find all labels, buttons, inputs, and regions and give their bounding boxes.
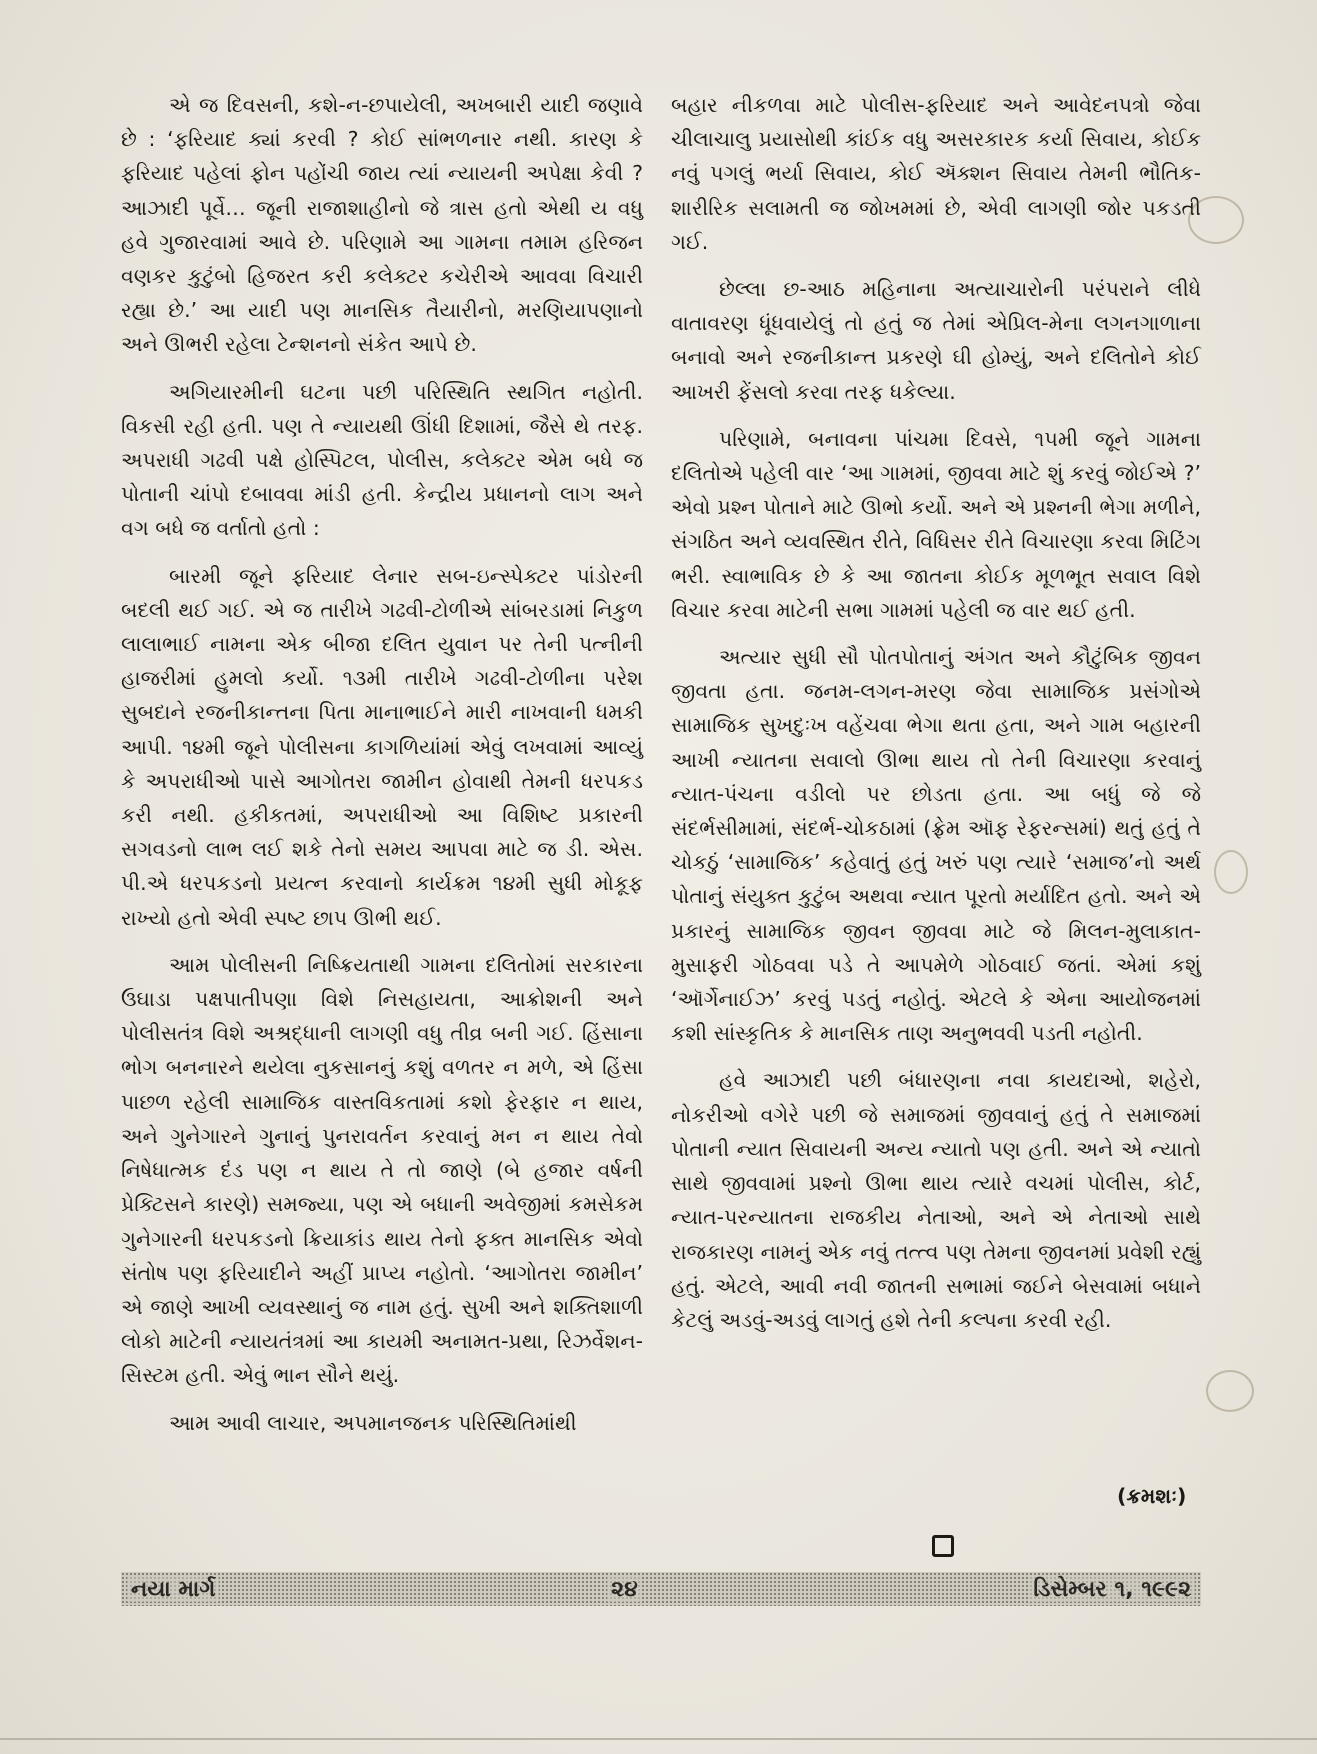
magazine-name: નયા માર્ગ	[127, 1577, 219, 1602]
paper-stain-mark	[1206, 1370, 1254, 1412]
paper-stain-mark	[1214, 850, 1248, 894]
paragraph: બારમી જૂને ફરિયાદ લેનાર સબ-ઇન્સ્પેક્ટર પાંડોરની બદલી થઈ ગઈ. એ જ તારીખે ગઢવી-ટોળીએ સાંબરડામાં નિકુળ લાલાભાઈ નામના એક બીજા દલિત યુવાન પર તેની પત્નીની હાજરીમાં હુમલો કર્યો. ૧૩મી તારીખે ગઢવી-ટોળીના પરેશ સુબદાને રજનીકાન્તના પિતા માનાભાઈને મારી નાખવાની ધમકી આપી. ૧૪મી જૂને પોલીસના કાગળિયાંમાં એવું લખવામાં આવ્યું કે અપરાધીઓ પાસે આગોતરા જામીન હોવાથી તેમની ધરપકડ કરી નથી. હકીકતમાં, અપરાધીઓ આ વિશિષ્ટ પ્રકારની સગવડનો લાભ લઈ શકે તેનો સમય આપવા માટે જ ડી. એસ. પી.એ ધરપકડનો પ્રયત્ન કરવાનો કાર્યક્રમ ૧૪મી સુધી મોકૂફ રાખ્યો હતો એવી સ્પષ્ટ છાપ ઊભી થઈ.	[121, 563, 643, 930]
issue-date: ડિસેમ્બર ૧, ૧૯૯૨	[1029, 1577, 1195, 1602]
page-edge-rule	[0, 1738, 1317, 1740]
page-footer	[121, 1572, 1201, 1606]
paragraph: પરિણામે, બનાવના પાંચમા દિવસે, ૧૫મી જૂને ગામના દલિતોએ પહેલી વાર ‘આ ગામમાં, જીવવા માટે શું કરવું જોઈએ ?’ એવો પ્રશ્ન પોતાને માટે ઊભો કર્યો. અને એ પ્રશ્નની ભેગા મળીને, સંગઠિત અને વ્યવસ્થિત રીતે, વિધિસર રીતે વિચારણા કરવા મિટિંગ ભરી. સ્વાભાવિક છે કે આ જાતના કોઈક મૂળભૂત સવાલ વિશે વિચાર કરવા માટેની સભા ગામમાં પહેલી જ વાર થઈ હતી.	[671, 426, 1201, 622]
paper-stain-mark	[1188, 196, 1244, 244]
paragraph: આમ આવી લાચાર, અપમાનજનક પરિસ્થિતિમાંથી	[169, 1410, 577, 1435]
right-column	[671, 88, 1201, 1337]
continued-label: (ક્રમશઃ)	[1117, 1484, 1187, 1508]
paragraph: છેલ્લા છ-આઠ મહિનાના અત્યાચારોની પરંપરાને લીધે વાતાવરણ ધૂંધવાયેલું તો હતું જ તેમાં એપ્રિલ-મેના લગનગાળાના બનાવો અને રજનીકાન્ત પ્રકરણે ઘી હોમ્યું, અને દલિતોને કોઈ આખરી ફેંસલો કરવા તરફ ધકેલ્યા.	[671, 277, 1201, 404]
paragraph: અત્યાર સુધી સૌ પોતપોતાનું અંગત અને કૌટુંબિક જીવન જીવતા હતા. જનમ-લગન-મરણ જેવા સામાજિક પ્રસંગોએ સામાજિક સુખદુઃખ વહેંચવા ભેગા થતા હતા, અને ગામ બહારની આખી ન્યાતના સવાલો ઊભા થાય તો તેની વિચારણા કરવાનું ન્યાત-પંચના વડીલો પર છોડતા હતા. આ બધું જે જે સંદર્ભસીમામાં, સંદર્ભ-ચોકઠામાં (ફ્રેમ ઑફ રેફરન્સમાં) થતું હતું તે ચોકઠું ‘સામાજિક’ કહેવાતું હતું ખરું પણ ત્યારે ‘સમાજ’નો અર્થ પોતાનું સંયુક્ત કુટુંબ અથવા ન્યાત પૂરતો મર્યાદિત હતો. અને એ પ્રકારનું સામાજિક જીવન જીવવા માટે જે મિલન-મુલાકાત-મુસાફરી ગોઠવવા પડે તે આપમેળે ગોઠવાઈ જતાં. એમાં કશું ‘ઑર્ગેનાઈઝ’ કરવું પડતું નહોતું. એટલે કે એના આયોજનમાં કશી સાંસ્કૃતિક કે માનસિક તાણ અનુભવવી પડતી નહોતી.	[671, 645, 1201, 1046]
left-column	[121, 88, 643, 1440]
end-of-article-square-icon	[932, 1535, 954, 1557]
paragraph: એ જ દિવસની, કશે-ન-છપાયેલી, અખબારી યાદી જણાવે છે : ‘ફરિયાદ ક્યાં કરવી ? કોઈ સાંભળનાર નથી. કારણ કે ફરિયાદ પહેલાં ફોન પહોંચી જાય ત્યાં ન્યાયની અપેક્ષા કેવી ? આઝાદી પૂર્વે… જૂની રાજાશાહીનો જે ત્રાસ હતો એથી ય વધુ હવે ગુજારવામાં આવે છે. પરિણામે આ ગામના તમામ હરિજન વણકર કુટુંબો હિજરત કરી કલેક્ટર કચેરીએ આવવા વિચારી રહ્યા છે.’ આ યાદી પણ માનસિક તૈયારીનો, મરણિયાપણાનો અને ઊભરી રહેલા ટેન્શનનો સંકેત આપે છે.	[121, 93, 643, 357]
paragraph: હવે આઝાદી પછી બંધારણના નવા કાયદાઓ, શહેરો, નોકરીઓ વગેરે પછી જે સમાજમાં જીવવાનું હતું તે સમાજમાં પોતાની ન્યાત સિવાયની અન્ય ન્યાતો પણ હતી. અને એ ન્યાતો સાથે જીવવામાં પ્રશ્નો ઊભા થાય ત્યારે વચમાં પોલીસ, કોર્ટ, ન્યાત-પરન્યાતના રાજકીય નેતાઓ, અને એ નેતાઓ સાથે રાજકારણ નામનું એક નવું તત્ત્વ પણ તેમના જીવનમાં પ્રવેશી રહ્યું હતું. એટલે, આવી નવી જાતની સભામાં જઈને બેસવામાં બધાને કેટલું અડવું-અડવું લાગતું હશે તેની કલ્પના કરવી રહી.	[671, 1068, 1201, 1332]
paragraph: બહાર નીકળવા માટે પોલીસ-ફરિયાદ અને આવેદનપત્રો જેવા ચીલાચાલુ પ્રયાસોથી કાંઈક વધુ અસરકારક કર્યા સિવાય, કોઈક નવું પગલું ભર્યા સિવાય, કોઈ ઍક્શન સિવાય તેમની ભૌતિક-શારીરિક સલામતી જ જોખમમાં છે, એવી લાગણી જોર પકડતી ગઈ.	[671, 93, 1201, 254]
page-number: ૨૪	[607, 1577, 642, 1602]
paragraph: અગિયારમીની ઘટના પછી પરિસ્થિતિ સ્થગિત નહોતી. વિકસી રહી હતી. પણ તે ન્યાયથી ઊંધી દિશામાં, જૈસે થે તરફ. અપરાધી ગઢવી પક્ષે હોસ્પિટલ, પોલીસ, કલેક્ટર એમ બધે જ પોતાની ચાંપો દબાવવા માંડી હતી. કેન્દ્રીય પ્રધાનનો લાગ અને વગ બધે જ વર્તાતો હતો :	[121, 379, 643, 541]
paragraph: આમ પોલીસની નિષ્ક્રિયતાથી ગામના દલિતોમાં સરકારના ઉઘાડા પક્ષપાતીપણા વિશે નિસહાયતા, આક્રોશની અને પોલીસતંત્ર વિશે અશ્રદ્ધાની લાગણી વધુ તીવ્ર બની ગઈ. હિંસાના ભોગ બનનારને થયેલા નુકસાનનું કશું વળતર ન મળે, એ હિંસા પાછળ રહેલી સામાજિક વાસ્તવિકતામાં કશો ફેરફાર ન થાય, અને ગુનેગારને ગુનાનું પુનરાવર્તન કરવાનું મન ન થાય તેવો નિષેધાત્મક દંડ પણ ન થાય તે તો જાણે (બે હજાર વર્ષની પ્રેક્ટિસને કારણે) સમજ્યા, પણ એ બધાની અવેજીમાં કમસેકમ ગુનેગારની ધરપકડનો ક્રિયાકાંડ થાય તેનો ફક્ત માનસિક એવો સંતોષ પણ ફરિયાદીને અહીં પ્રાપ્ય નહોતો. ‘આગોતરા જામીન’ એ જાણે આખી વ્યવસ્થાનું જ નામ હતું. સુખી અને શક્તિશાળી લોકો માટેની ન્યાયતંત્રમાં આ કાયમી અનામત-પ્રથા, રિઝર્વેશન-સિસ્ટમ હતી. એવું ભાન સૌને થયું.	[121, 952, 643, 1388]
